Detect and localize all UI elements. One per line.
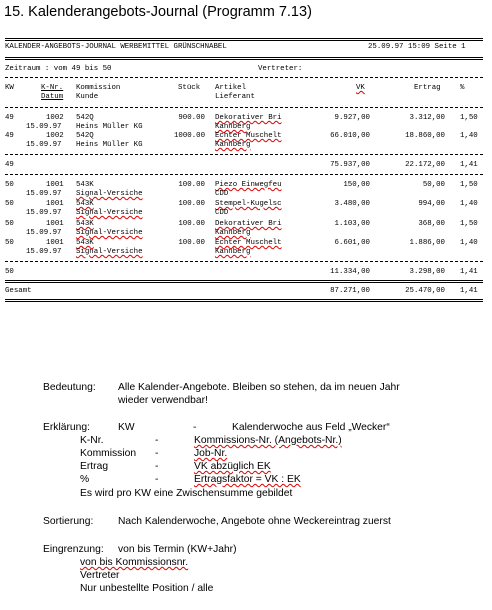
cell-kw: 49 [5,132,14,140]
subtotal-vk: 75.937,00 [330,161,370,169]
expl-dash: - [155,435,159,446]
subtotal-ertrag: 22.172,00 [405,161,445,169]
cell-knr: 1001 [46,220,64,228]
cell-artikel: Stempel-Kugelsc [215,200,282,208]
cell-artikel: Dekorativer Bri [215,114,282,122]
cell-stueck: 900.00 [178,114,205,122]
cell-ertrag: 1.886,00 [409,239,445,247]
expl-term: KW [118,422,135,433]
col-ertrag: Ertrag [414,84,441,92]
cell-lieferant: CDD [215,209,229,217]
sortierung-value: Nach Kalenderwoche, Angebote ohne Weckereintrag zuerst [118,516,391,527]
cell-vk: 150,00 [343,181,370,189]
cell-kunde: Heins Müller KG [76,141,143,149]
bedeutung-text: Alle Kalender-Angebote. Bleiben so stehen, da im neuen Jahr [118,382,400,393]
cell-datum: 15.09.97 [26,248,62,256]
total-label: Gesamt [5,287,32,295]
expl-desc: Kommissions-Nr. (Angebots-Nr.) [194,435,342,446]
cell-kunde: Heins Müller KG [76,123,143,131]
rule-total [5,280,483,283]
cell-lieferant: CDD [215,190,229,198]
rule-bottom [5,299,483,302]
cell-knr: 1002 [46,114,64,122]
expl-term: K-Nr. [80,435,104,446]
expl-dash: - [155,461,159,472]
cell-pct: 1,50 [460,114,478,122]
cell-knr: 1001 [46,200,64,208]
cell-artikel: Echter Muschelt [215,239,282,247]
vertreter-label: Vertreter: [258,65,303,73]
cell-kommission: 542Q [76,114,94,122]
cell-stueck: 1000.00 [173,132,205,140]
rule-dash [5,261,483,262]
rule-dash [5,77,483,78]
cell-stueck: 100.00 [178,220,205,228]
eingrenzung-item: von bis Kommissionsnr. [80,557,189,568]
cell-knr: 1001 [46,181,64,189]
subtotal-vk: 11.334,00 [330,268,370,276]
zwischensumme-text: Es wird pro KW eine Zwischensumme gebildet [80,488,293,499]
cell-kommission: 543K [76,239,94,247]
cell-artikel: Dekorativer Bri [215,220,282,228]
cell-pct: 1,40 [460,132,478,140]
cell-kommission: 543K [76,220,94,228]
cell-artikel: Piezo Einwegfeu [215,181,282,189]
total-vk: 87.271,00 [330,287,370,295]
cell-vk: 66.010,00 [330,132,370,140]
subtotal-kw: 50 [5,268,14,276]
rule-header [5,57,483,60]
expl-term: Ertrag [80,461,109,472]
col-kommission: Kommission [76,84,121,92]
col-knr: K-Nr. [41,84,64,92]
sortierung-text [118,515,391,528]
cell-ertrag: 50,00 [422,181,445,189]
sortierung-label: Sortierung: [43,516,94,527]
col-lieferant: Lieferant [215,93,255,101]
cell-stueck: 100.00 [178,239,205,247]
subtotal-pct: 1,41 [460,268,478,276]
cell-kommission: 542Q [76,132,94,140]
cell-kw: 50 [5,220,14,228]
cell-kw: 50 [5,181,14,189]
cell-artikel: Echter Muschelt [215,132,282,140]
cell-lieferant: Kannberg [215,123,251,131]
cell-kunde: Signal-Versiche [76,229,143,237]
cell-ertrag: 18.860,00 [405,132,445,140]
cell-kunde: Signal-Versiche [76,248,143,256]
eingrenzung-item: Vertreter [80,570,120,581]
cell-lieferant: Kannberg [215,141,251,149]
eingrenzung-item: von bis Termin (KW+Jahr) [118,544,237,555]
cell-stueck: 100.00 [178,200,205,208]
cell-ertrag: 3.312,00 [409,114,445,122]
subtotal-ertrag: 3.298,00 [409,268,445,276]
subtotal-pct: 1,41 [460,161,478,169]
cell-vk: 9.927,00 [334,114,370,122]
cell-kunde: Signal-Versiche [76,190,143,198]
zeitraum: Zeitraum : vom 49 bis 50 [5,65,112,73]
cell-pct: 1,50 [460,181,478,189]
col-datum: Datum [41,93,64,101]
cell-pct: 1,50 [460,220,478,228]
rule-dash [5,154,483,155]
col-artikel: Artikel [215,84,247,92]
expl-term: Kommission [80,448,137,459]
cell-vk: 3.480,00 [334,200,370,208]
cell-vk: 6.601,00 [334,239,370,247]
expl-dash: - [155,448,159,459]
cell-lieferant: Kannberg [215,229,251,237]
cell-kommission: 543K [76,181,94,189]
total-ertrag: 25.470,00 [405,287,445,295]
erklaerung-label: Erklärung: [43,422,90,433]
expl-desc: Ertragsfaktor = VK : EK [194,474,301,485]
expl-dash: - [155,474,159,485]
report-header-date: 25.09.97 15:09 Seite 1 [368,43,466,51]
cell-datum: 15.09.97 [26,209,62,217]
cell-knr: 1002 [46,132,64,140]
page-title: 15. Kalenderangebots-Journal (Programm 7.13) [4,4,312,20]
expl-term: % [80,474,90,485]
rule-top [5,38,483,41]
cell-datum: 15.09.97 [26,190,62,198]
expl-desc: Kalenderwoche aus Feld „Wecker“ [232,422,390,433]
cell-vk: 1.103,00 [334,220,370,228]
subtotal-kw: 49 [5,161,14,169]
cell-pct: 1,40 [460,239,478,247]
col-vk: VK [356,84,365,92]
cell-lieferant: Kannberg [215,248,251,256]
total-pct: 1,41 [460,287,478,295]
cell-stueck: 100.00 [178,181,205,189]
cell-datum: 15.09.97 [26,141,62,149]
report-header-title: KALENDER-ANGEBOTS-JOURNAL WERBEMITTEL GRÜNSCHNABEL [5,43,227,51]
cell-datum: 15.09.97 [26,123,62,131]
cell-kw: 50 [5,200,14,208]
col-pct: % [460,84,465,92]
col-kw: KW [5,84,14,92]
bedeutung-text-2: wieder verwendbar! [118,395,208,406]
cell-knr: 1001 [46,239,64,247]
cell-datum: 15.09.97 [26,229,62,237]
bedeutung-label: Bedeutung: [43,382,96,393]
cell-ertrag: 368,00 [418,220,445,228]
cell-kw: 49 [5,114,14,122]
cell-pct: 1,40 [460,200,478,208]
cell-kunde: Signal-Versiche [76,209,143,217]
cell-kw: 50 [5,239,14,247]
cell-kommission: 543K [76,200,94,208]
eingrenzung-label: Eingrenzung: [43,544,104,555]
col-kunde: Kunde [76,93,99,101]
eingrenzung-item: Nur unbestellte Position / alle [80,583,214,594]
expl-desc: VK abzüglich EK [194,461,271,472]
rule-dash [5,174,483,175]
expl-dash: - [193,422,197,433]
col-stueck: Stück [178,84,201,92]
expl-desc: Job-Nr. [194,448,228,459]
rule-dash [5,107,483,108]
cell-ertrag: 994,00 [418,200,445,208]
